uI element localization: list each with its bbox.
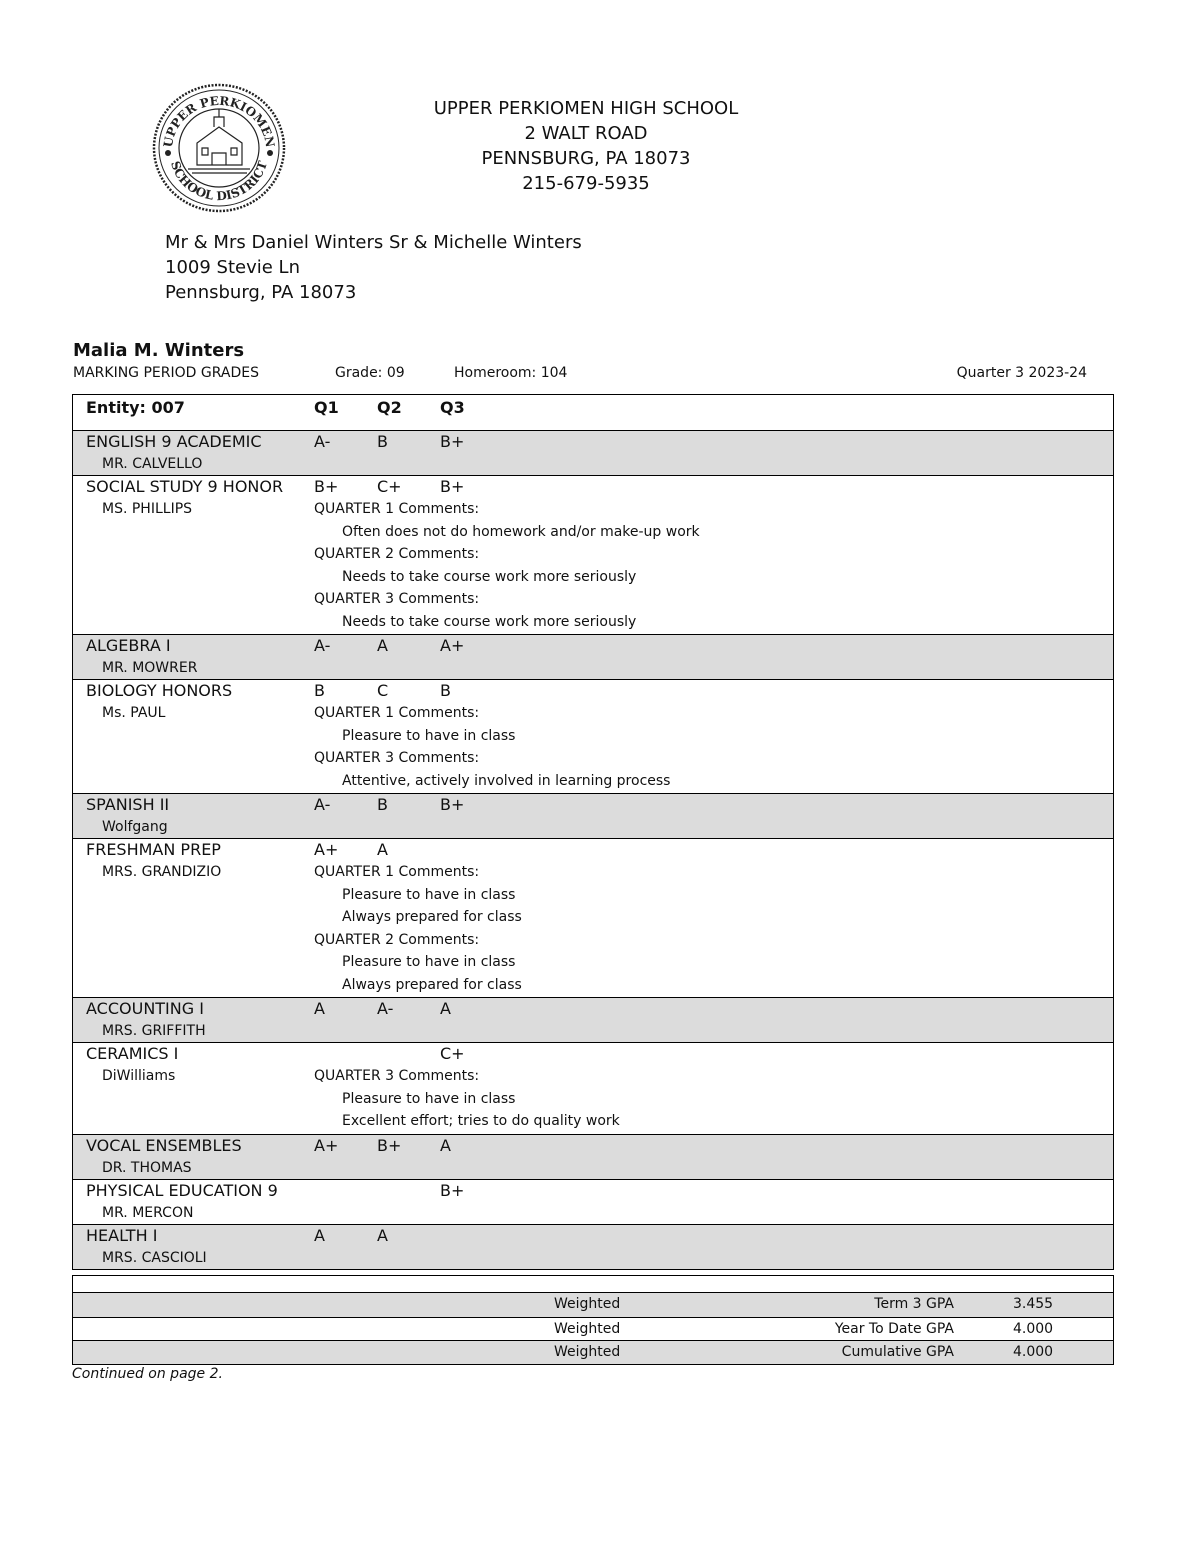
gpa-value: 4.000 [1013, 1344, 1054, 1360]
comment-heading: QUARTER 3 Comments: [314, 1068, 480, 1084]
comment-text: Often does not do homework and/or make-up work [342, 523, 700, 540]
q3-header: Q3 [440, 398, 465, 417]
course-name: ALGEBRA I [86, 636, 171, 655]
gpa-table [72, 1292, 1114, 1365]
comment-heading: QUARTER 1 Comments: [314, 705, 480, 721]
continued-note: Continued on page 2. [72, 1366, 223, 1382]
grade-q2: C+ [377, 477, 402, 496]
course-row [73, 634, 1113, 679]
grade-q3: A [440, 1135, 451, 1155]
course-teacher: MRS. CASCIOLI [102, 1249, 207, 1266]
gpa-type: Weighted [554, 1344, 621, 1360]
homeroom: Homeroom: 104 [454, 365, 568, 381]
grade-q2: B [377, 432, 388, 451]
course-teacher: MR. CALVELLO [102, 456, 203, 472]
gpa-label: Cumulative GPA [841, 1344, 954, 1360]
gpa-label: Year To Date GPA [834, 1320, 954, 1337]
course-name: ENGLISH 9 ACADEMIC [86, 432, 262, 451]
grade-q2: B [377, 795, 388, 814]
course-name: VOCAL ENSEMBLES [86, 1135, 242, 1155]
comment-heading: QUARTER 3 Comments: [314, 750, 480, 766]
grade-q2: A- [377, 999, 394, 1018]
school-header [388, 96, 784, 196]
grade-level: Grade: 09 [335, 365, 405, 381]
grade-q3: B+ [440, 1180, 465, 1200]
grade-q2: A [377, 636, 388, 655]
course-teacher: DiWilliams [102, 1068, 176, 1084]
parent-names: Mr & Mrs Daniel Winters Sr & Michelle Winters [165, 232, 582, 253]
course-comments [314, 498, 700, 633]
course-row [73, 1224, 1113, 1269]
course-teacher: MRS. GRANDIZIO [102, 864, 222, 880]
course-name: BIOLOGY HONORS [86, 681, 233, 700]
gpa-label: Term 3 GPA [874, 1296, 954, 1312]
student-name: Malia M. Winters [73, 340, 245, 361]
svg-text:SCHOOL DISTRICT [168, 159, 270, 203]
comment-text: Always prepared for class [342, 909, 522, 925]
grade-q3: A [440, 999, 451, 1018]
course-name: FRESHMAN PREP [86, 840, 221, 859]
grade-q1: A- [314, 636, 331, 655]
grade-q3: A+ [440, 636, 465, 655]
gpa-row [73, 1317, 1113, 1341]
course-name: SOCIAL STUDY 9 HONOR [86, 477, 284, 496]
comment-heading: QUARTER 2 Comments: [314, 546, 480, 562]
q2-header: Q2 [377, 398, 402, 417]
course-row [73, 430, 1113, 475]
gpa-spacer-box [72, 1275, 1114, 1293]
grade-q3: B [440, 681, 451, 700]
course-row [73, 838, 1113, 997]
course-teacher: Ms. PAUL [102, 705, 166, 721]
grade-q1: A+ [314, 840, 339, 859]
grade-q3: B+ [440, 432, 465, 451]
school-name: UPPER PERKIOMEN HIGH SCHOOL [433, 98, 739, 119]
course-row [73, 1134, 1113, 1179]
comment-text: Pleasure to have in class [342, 886, 516, 903]
course-name: HEALTH I [86, 1225, 158, 1245]
grade-q1: A [314, 999, 325, 1018]
course-teacher: MR. MERCON [102, 1204, 194, 1221]
gpa-type: Weighted [554, 1296, 621, 1312]
course-row [73, 1042, 1113, 1134]
grade-q3: B+ [440, 477, 465, 496]
grades-table [72, 394, 1114, 1270]
course-row [73, 475, 1113, 634]
course-teacher: MS. PHILLIPS [102, 501, 193, 517]
course-teacher: Wolfgang [102, 819, 168, 835]
parent-city: Pennsburg, PA 18073 [165, 282, 357, 303]
quarter-term: Quarter 3 2023-24 [956, 365, 1087, 381]
comment-text: Needs to take course work more seriously [342, 613, 637, 630]
school-address-line2: PENNSBURG, PA 18073 [481, 148, 691, 169]
course-teacher: DR. THOMAS [102, 1159, 192, 1176]
q1-header: Q1 [314, 398, 339, 417]
grade-q1: B+ [314, 477, 339, 496]
comment-text: Excellent effort; tries to do quality work [342, 1113, 620, 1129]
comment-heading: QUARTER 1 Comments: [314, 501, 480, 517]
seal-bottom-text: SCHOOL DISTRICT [168, 159, 270, 204]
report-title: MARKING PERIOD GRADES [73, 365, 259, 381]
comment-text: Always prepared for class [342, 976, 522, 993]
entity-label: Entity: 007 [86, 398, 185, 417]
gpa-row [73, 1293, 1113, 1317]
course-comments [314, 1065, 620, 1133]
grade-q3: C+ [440, 1044, 465, 1063]
course-row [73, 1179, 1113, 1224]
grade-q3: B+ [440, 795, 465, 814]
grade-q2: C [377, 681, 389, 700]
course-comments [314, 702, 670, 792]
grade-q1: A- [314, 432, 331, 451]
mailing-address [165, 230, 582, 305]
comment-text: Pleasure to have in class [342, 954, 516, 970]
course-row [73, 679, 1113, 793]
school-district-seal [152, 83, 286, 213]
comment-text: Needs to take course work more seriously [342, 568, 637, 585]
comment-heading: QUARTER 2 Comments: [314, 931, 480, 948]
course-name: SPANISH II [86, 795, 170, 814]
gpa-value: 3.455 [1013, 1296, 1054, 1312]
parent-street: 1009 Stevie Ln [165, 257, 300, 278]
comment-heading: QUARTER 3 Comments: [314, 591, 480, 607]
seal-top-text: UPPER PERKIOMEN [160, 93, 278, 149]
comment-text: Pleasure to have in class [342, 1090, 516, 1107]
gpa-type: Weighted [554, 1320, 621, 1337]
school-phone: 215-679-5935 [522, 173, 650, 194]
grade-q1: B [314, 681, 325, 700]
report-info-line [73, 365, 1087, 385]
school-address-line1: 2 WALT ROAD [524, 123, 648, 144]
grade-q2: B+ [377, 1135, 402, 1155]
grade-q1: A [314, 1225, 325, 1245]
gpa-value: 4.000 [1013, 1320, 1054, 1337]
course-name: CERAMICS I [86, 1044, 179, 1063]
course-row [73, 997, 1113, 1042]
gpa-row [73, 1340, 1113, 1364]
grades-table-header [73, 395, 1113, 430]
grade-q1: A- [314, 795, 331, 814]
course-comments [314, 861, 522, 996]
course-teacher: MR. MOWRER [102, 660, 198, 676]
course-teacher: MRS. GRIFFITH [102, 1023, 206, 1039]
comment-text: Pleasure to have in class [342, 727, 516, 744]
svg-text:UPPER PERKIOMEN [161, 94, 277, 149]
grade-q2: A [377, 1225, 388, 1245]
grade-q1: A+ [314, 1135, 339, 1155]
course-name: PHYSICAL EDUCATION 9 [86, 1180, 278, 1200]
grade-q2: A [377, 840, 388, 859]
course-row [73, 793, 1113, 838]
comment-heading: QUARTER 1 Comments: [314, 864, 480, 880]
course-name: ACCOUNTING I [86, 999, 204, 1018]
comment-text: Attentive, actively involved in learning process [342, 772, 671, 789]
